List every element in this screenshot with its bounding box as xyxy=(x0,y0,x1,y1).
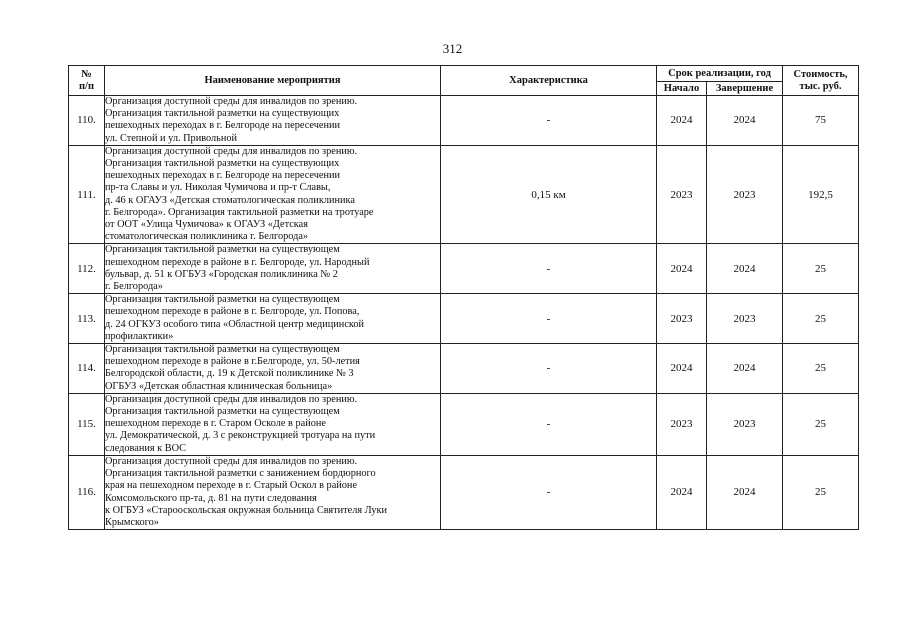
row-cost: 25 xyxy=(783,455,859,529)
table-row xyxy=(69,244,859,294)
row-end: 2024 xyxy=(707,344,783,394)
table-row xyxy=(69,344,859,394)
row-end: 2024 xyxy=(707,455,783,529)
row-start: 2024 xyxy=(657,96,707,146)
row-number: 115. xyxy=(69,393,105,455)
row-characteristic: - xyxy=(441,294,657,344)
row-start: 2024 xyxy=(657,244,707,294)
row-name: Организация тактильной разметки на существующем пешеходном переходе в районе в г.Белгороде, ул. 50-летия Белгородской области, д. 19 к Детской поликлинике № 3 ОГБУЗ «Детская областная клиническая больница» xyxy=(105,344,441,394)
row-end: 2024 xyxy=(707,96,783,146)
row-start: 2023 xyxy=(657,294,707,344)
row-name: Организация тактильной разметки на существующем пешеходном переходе в районе в г. Белгороде, ул. Народный бульвар, д. 51 к ОГБУЗ «Городская поликлиника № 2 г. Белгорода» xyxy=(105,244,441,294)
row-cost: 75 xyxy=(783,96,859,146)
header-period: Срок реализации, год xyxy=(657,66,783,82)
header-characteristic: Характеристика xyxy=(441,66,657,96)
row-characteristic: - xyxy=(441,344,657,394)
row-number: 114. xyxy=(69,344,105,394)
row-characteristic: 0,15 км xyxy=(441,145,657,244)
table-row xyxy=(69,96,859,146)
header-cost: Стоимость, тыс. руб. xyxy=(783,66,859,96)
row-characteristic: - xyxy=(441,393,657,455)
row-number: 113. xyxy=(69,294,105,344)
row-number: 116. xyxy=(69,455,105,529)
header-end: Завершение xyxy=(707,82,783,96)
table-body xyxy=(69,96,859,530)
row-characteristic: - xyxy=(441,455,657,529)
table-row xyxy=(69,294,859,344)
row-end: 2023 xyxy=(707,393,783,455)
row-cost: 25 xyxy=(783,244,859,294)
row-name: Организация тактильной разметки на существующем пешеходном переходе в районе в г. Белгороде, ул. Попова, д. 24 ОГКУЗ особого типа «Областной центр медицинской профилактики» xyxy=(105,294,441,344)
row-end: 2024 xyxy=(707,244,783,294)
row-number: 111. xyxy=(69,145,105,244)
measures-table xyxy=(68,65,859,530)
row-start: 2023 xyxy=(657,145,707,244)
row-end: 2023 xyxy=(707,145,783,244)
table-row xyxy=(69,145,859,244)
table-row xyxy=(69,393,859,455)
row-name: Организация доступной среды для инвалидов по зрению. Организация тактильной разметки на существующих пешеходных переходах в г. Белгороде на пересечении ул. Степной и ул. Привольной xyxy=(105,96,441,146)
table-header xyxy=(69,66,859,96)
row-start: 2023 xyxy=(657,393,707,455)
row-number: 112. xyxy=(69,244,105,294)
row-name: Организация доступной среды для инвалидов по зрению. Организация тактильной разметки на существующих пешеходных переходах в г. Белгороде на пересечении пр-та Славы и ул. Николая Чумичова и пр-т Славы, д. 46 к ОГАУЗ «Детская стоматологическая поликлиника г. Белгорода». Организация тактильной разметки на тротуаре от ООТ «Улица Чумичова» к ОГАУЗ «Детская стоматологическая поликлиника г. Белгорода» xyxy=(105,145,441,244)
header-name: Наименование мероприятия xyxy=(105,66,441,96)
row-cost: 25 xyxy=(783,393,859,455)
row-number: 110. xyxy=(69,96,105,146)
row-cost: 25 xyxy=(783,294,859,344)
row-start: 2024 xyxy=(657,455,707,529)
page-number: 312 xyxy=(442,41,463,56)
row-characteristic: - xyxy=(441,96,657,146)
row-characteristic: - xyxy=(441,244,657,294)
table-row xyxy=(69,455,859,529)
row-name: Организация доступной среды для инвалидов по зрению. Организация тактильной разметки на существующем пешеходном переходе в г. Старом Осколе в районе ул. Демократической, д. 3 с реконструкцией тротуара на пути следования к ВОС xyxy=(105,393,441,455)
row-cost: 192,5 xyxy=(783,145,859,244)
row-name: Организация доступной среды для инвалидов по зрению. Организация тактильной разметки с занижением бордюрного края на пешеходном переходе в г. Старый Оскол в районе Комсомольского пр-та, д. 81 на пути следования к ОГБУЗ «Старооскольская окружная больница Святителя Луки Крымского» xyxy=(105,455,441,529)
row-start: 2024 xyxy=(657,344,707,394)
header-num: № п/п xyxy=(69,66,105,96)
row-end: 2023 xyxy=(707,294,783,344)
row-cost: 25 xyxy=(783,344,859,394)
header-start: Начало xyxy=(657,82,707,96)
